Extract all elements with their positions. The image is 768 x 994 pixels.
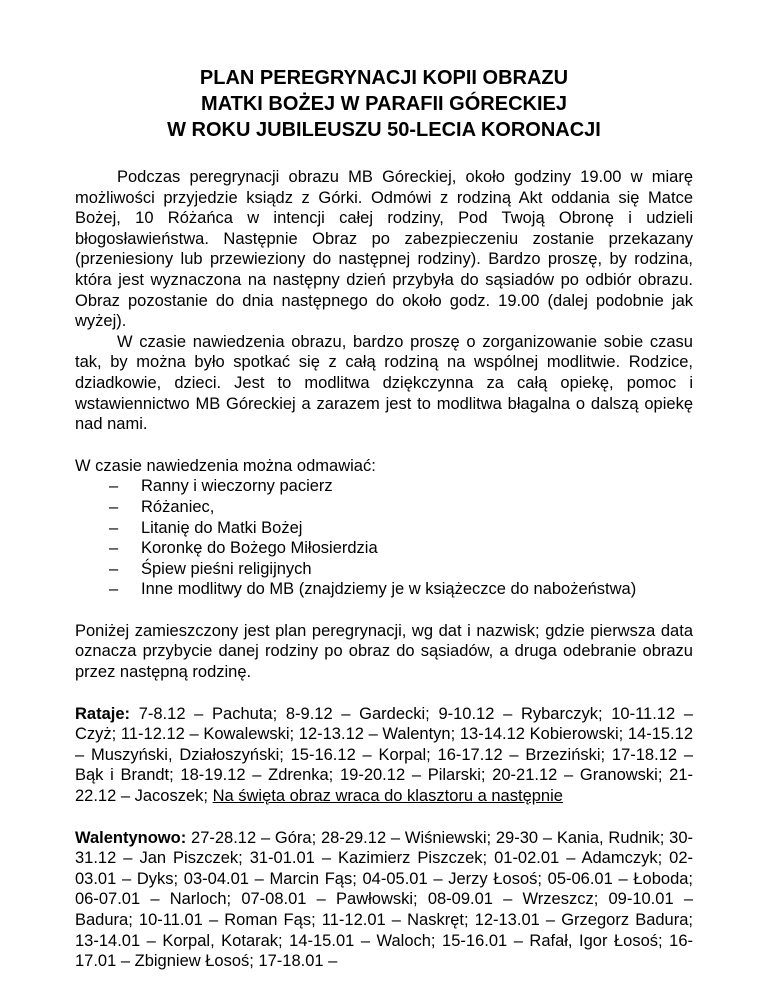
list-item: – Inne modlitwy do MB (znajdziemy je w książeczce do nabożeństwa) <box>109 580 637 599</box>
title-line-3: W ROKU JUBILEUSZU 50-LECIA KORONACJI <box>167 119 601 141</box>
list-item: – Ranny i wieczorny pacierz <box>109 477 333 496</box>
list-item: – Litanię do Matki Bożej <box>109 518 303 537</box>
title-line-1: PLAN PEREGRYNACJI KOPII OBRAZU <box>199 67 569 89</box>
walentynowo-label: Walentynowo: <box>75 828 187 847</box>
title-line-2: MATKI BOŻEJ W PARAFII GÓRECKIEJ <box>201 93 567 115</box>
dash-bullet: – <box>109 497 119 516</box>
walentynowo-schedule <box>75 828 693 972</box>
intro-paragraph-1: Podczas peregrynacji obrazu MB Góreckiej, około godziny 19.00 w miarę możliwości przyjedzie ksiądz z Górki. Odmówi z rodziną Akt oddania się Matce Bożej, 10 Różańca w intencji całej rodziny, Pod Twoją Obronę i udzieli błogosławieństwa. Następnie Obraz po zabezpieczeniu zostanie przekazany (przeniesiony lub przewieziony do następnej rodziny). Bardzo proszę, by rodzina, która jest wyznaczona na następny dzień przybyła do sąsiadów po odbiór obrazu. Obraz pozostanie do dnia następnego do około godz. 19.00 (dalej podobnie jak wyżej). <box>75 168 693 331</box>
walentynowo-schedule-text: 27-28.12 – Góra; 28-29.12 – Wiśniewski; 29-30 – Kania, Rudnik; 30-31.12 – Jan Piszczek; 31-01.01 – Kazimierz Piszczek; 01-02.01 – Adamczyk; 02-03.01 – Dyks; 03-04.01 – Marcin Fąs; 04-05.01 – Jerzy Łosoś; 05-06.01 – Łoboda; 06-07.01 – Narloch; 07-08.01 – Pawłowski; 08-09.01 – Wrzeszcz; 09-10.01 – Badura; 10-11.01 – Roman Fąs; 11-12.01 – Naskręt; 12-13.01 – Grzegorz Badura; 13-14.01 – Korpal, Kotarak; 14-15.01 – Waloch; 15-16.01 – Rafał, Igor Łosoś; 16-17.01 – Zbigniew Łosoś; 17-18.01 – <box>75 828 693 971</box>
plan-note: Poniżej zamieszczony jest plan peregrynacji, wg dat i nazwisk; gdzie pierwsza data oznacza przybycie danej rodziny po obraz do sąsiadów, a druga odebranie obrazu przez następną rodzinę. <box>75 621 693 682</box>
document-title <box>75 65 693 143</box>
list-item: – Koronkę do Bożego Miłosierdzia <box>109 539 378 558</box>
dash-bullet: – <box>109 518 119 537</box>
dash-bullet: – <box>109 539 119 558</box>
dash-bullet: – <box>109 580 119 599</box>
prayers-list <box>75 476 693 600</box>
prayers-heading: W czasie nawiedzenia można odmawiać: <box>75 456 376 475</box>
rataje-schedule-text: 7-8.12 – Pachuta; 8-9.12 – Gardecki; 9-10.12 – Rybarczyk; 10-11.12 – Czyż; 11-12.12 – Kowalewski; 12-13.12 – Walentyn; 13-14.12 Kobierowski; 14-15.12 – Muszyński, Działoszyński; 15-16.12 – Korpal; 16-17.12 – Brzeziński; 17-18.12 – Bąk i Brandt; 18-19.12 – Zdrenka; 19-20.12 – Pilarski; 20-21.12 – Granowski; 21-22.12 – Jacoszek; <box>75 704 693 806</box>
rataje-schedule <box>75 704 693 807</box>
dash-bullet: – <box>109 477 119 496</box>
intro-paragraph-2: W czasie nawiedzenia obrazu, bardzo proszę o zorganizowanie sobie czasu tak, by można było spotkać się z całą rodziną na wspólnej modlitwie. Rodzice, dziadkowie, dzieci. Jest to modlitwa dziękczynna za całą opiekę, pomoc i wstawiennictwo MB Góreckiej a zarazem jest to modlitwa błagalna o dalszą opiekę nad nami. <box>75 332 693 434</box>
dash-bullet: – <box>109 559 119 578</box>
list-item: – Śpiew pieśni religijnych <box>109 559 312 578</box>
rataje-label: Rataje: <box>75 704 131 723</box>
rataje-note: Na święta obraz wraca do klasztoru a następnie <box>212 787 563 806</box>
list-item: – Różaniec, <box>109 497 215 516</box>
